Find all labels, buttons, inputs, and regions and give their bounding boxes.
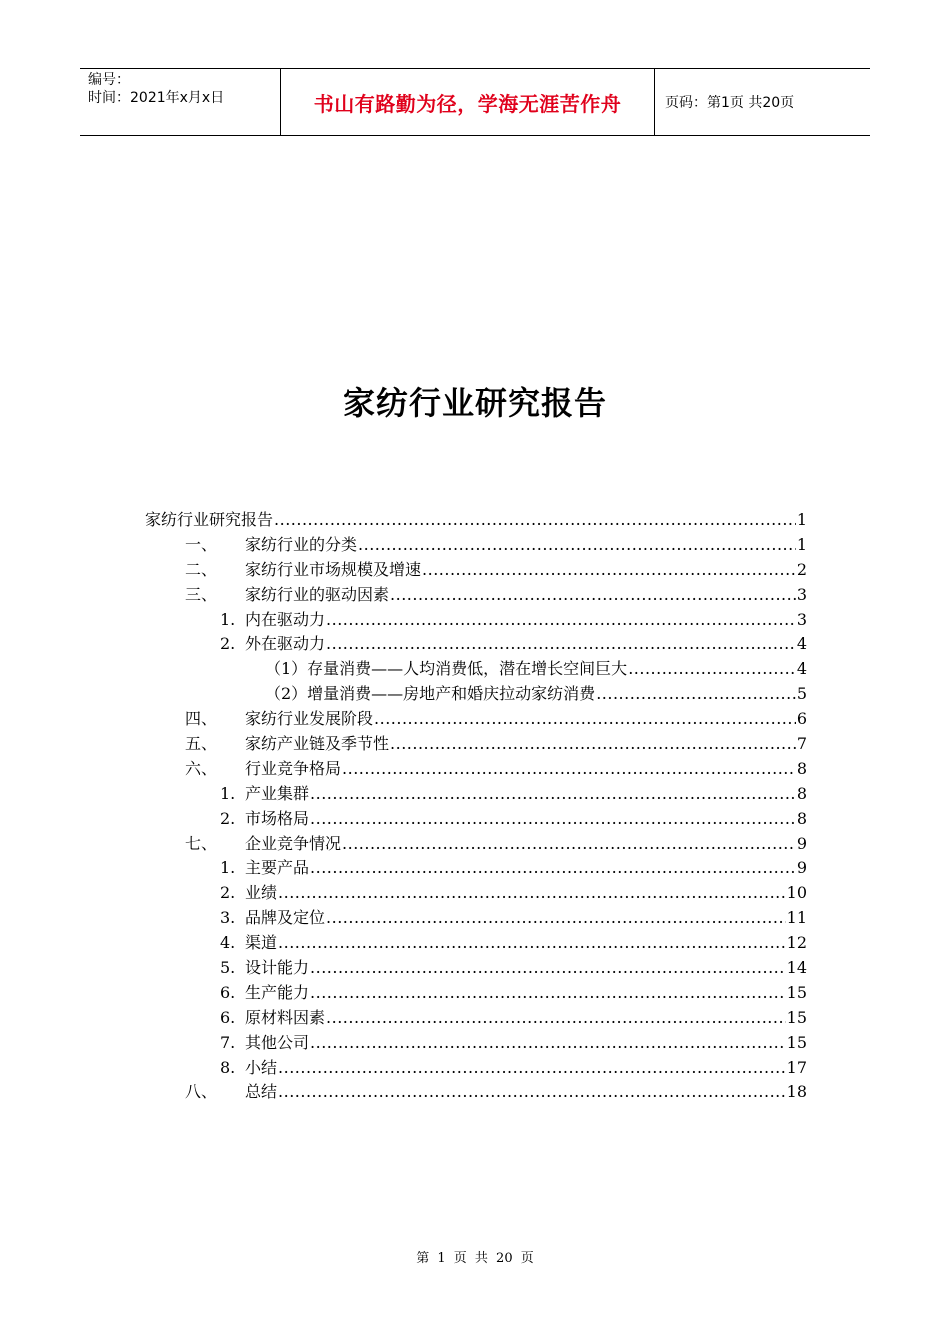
toc-entry-title: 家纺行业的分类 (245, 534, 358, 554)
document-time-label: 时间：2021年x月x日 (88, 90, 225, 106)
toc-entry-page: 2 (796, 559, 807, 579)
toc-dot-leader (390, 583, 796, 608)
toc-entry-number: 四、 (185, 709, 218, 729)
toc-entry[interactable] (145, 508, 807, 533)
toc-entry[interactable] (145, 1006, 807, 1031)
toc-entry-title: （1）存量消费——人均消费低，潜在增长空间巨大 (265, 659, 628, 679)
toc-entry-page: 1 (796, 510, 807, 529)
toc-entry[interactable] (145, 533, 807, 558)
toc-entry-page: 17 (786, 1057, 807, 1077)
toc-entry-title: （2）增量消费——房地产和婚庆拉动家纺消费 (265, 684, 596, 704)
toc-entry-page: 4 (796, 659, 807, 679)
toc-entry[interactable] (145, 757, 807, 782)
toc-dot-leader (310, 782, 796, 807)
toc-dot-leader (310, 807, 796, 832)
toc-entry-title: 设计能力 (245, 958, 310, 978)
toc-entry-title: 家纺行业的驱动因素 (245, 584, 390, 604)
toc-dot-leader (326, 906, 786, 931)
toc-entry-number: 8. (220, 1057, 236, 1077)
toc-entry-page: 14 (786, 958, 807, 978)
toc-entry-number: 2. (220, 808, 236, 828)
toc-entry[interactable] (145, 558, 807, 583)
toc-entry-page: 15 (786, 1032, 807, 1052)
toc-dot-leader (310, 1031, 786, 1056)
toc-entry-page: 7 (796, 734, 807, 754)
toc-dot-leader (310, 956, 786, 981)
toc-entry-page: 3 (796, 584, 807, 604)
toc-entry[interactable] (145, 856, 807, 881)
toc-entry-title: 渠道 (245, 933, 278, 953)
toc-entry-number: 三、 (185, 584, 218, 604)
toc-dot-leader (358, 533, 796, 558)
toc-dot-leader (422, 558, 796, 583)
toc-entry-title: 业绩 (245, 883, 278, 903)
toc-dot-leader (274, 508, 796, 533)
toc-entry[interactable] (145, 956, 807, 981)
toc-dot-leader (278, 1056, 786, 1081)
toc-entry[interactable] (145, 732, 807, 757)
toc-entry-page: 5 (796, 684, 807, 704)
toc-entry-title: 生产能力 (245, 982, 310, 1002)
toc-dot-leader (278, 881, 786, 906)
toc-entry[interactable] (145, 632, 807, 657)
toc-entry-title: 家纺行业发展阶段 (245, 709, 374, 729)
toc-entry-title: 原材料因素 (245, 1007, 326, 1027)
toc-entry-number: 五、 (185, 734, 218, 754)
toc-entry-number: 3. (220, 908, 236, 928)
toc-dot-leader (310, 981, 786, 1006)
toc-dot-leader (342, 757, 796, 782)
toc-dot-leader (310, 856, 796, 881)
toc-entry[interactable] (145, 657, 807, 682)
toc-entry-title: 行业竞争格局 (245, 758, 342, 778)
toc-entry-title: 其他公司 (245, 1032, 310, 1052)
toc-entry-page: 11 (786, 908, 807, 928)
toc-dot-leader (326, 608, 796, 633)
toc-entry-number: 2. (220, 634, 236, 654)
toc-entry[interactable] (145, 707, 807, 732)
toc-dot-leader (596, 682, 796, 707)
toc-entry-title: 家纺行业市场规模及增速 (245, 559, 422, 579)
toc-entry-number: 八、 (185, 1082, 218, 1102)
toc-entry[interactable] (145, 981, 807, 1006)
toc-entry-page: 1 (796, 534, 807, 554)
toc-entry-number: 一、 (185, 534, 218, 554)
toc-entry[interactable] (145, 906, 807, 931)
toc-entry-page: 6 (796, 709, 807, 729)
toc-entry-page: 4 (796, 634, 807, 654)
header-motto: 书山有路勤为径，学海无涯苦作舟 (281, 69, 655, 135)
toc-entry-number: 6. (220, 982, 236, 1002)
toc-entry-title: 产业集群 (245, 783, 310, 803)
header-meta (80, 69, 281, 135)
toc-entry-number: 1. (220, 783, 236, 803)
toc-entry[interactable] (145, 782, 807, 807)
toc-entry-page: 8 (796, 783, 807, 803)
toc-dot-leader (390, 732, 796, 757)
toc-entry-title: 品牌及定位 (245, 908, 326, 928)
toc-entry[interactable] (145, 881, 807, 906)
toc-dot-leader (326, 1006, 786, 1031)
toc-entry-title: 小结 (245, 1057, 278, 1077)
toc-dot-leader (342, 832, 796, 857)
toc-entry-title: 家纺行业研究报告 (145, 510, 274, 529)
toc-entry-title: 家纺产业链及季节性 (245, 734, 390, 754)
toc-dot-leader (326, 632, 796, 657)
toc-entry-title: 主要产品 (245, 858, 310, 878)
toc-entry-page: 10 (786, 883, 807, 903)
toc-entry-number: 二、 (185, 559, 218, 579)
toc-entry-number: 1. (220, 609, 236, 629)
toc-entry-title: 市场格局 (245, 808, 310, 828)
toc-entry[interactable] (145, 931, 807, 956)
toc-entry[interactable] (145, 832, 807, 857)
toc-entry-title: 外在驱动力 (245, 634, 326, 654)
toc-entry-number: 六、 (185, 758, 218, 778)
toc-entry-page: 12 (786, 933, 807, 953)
toc-entry-page: 15 (786, 1007, 807, 1027)
toc-dot-leader (278, 931, 786, 956)
toc-entry-title: 总结 (245, 1082, 278, 1102)
document-number-label: 编号： (88, 72, 130, 88)
toc-dot-leader (628, 657, 796, 682)
toc-dot-leader (278, 1080, 786, 1105)
toc-entry[interactable] (145, 807, 807, 832)
toc-entry-title: 企业竞争情况 (245, 833, 342, 853)
toc-entry[interactable] (145, 682, 807, 707)
toc-entry-page: 9 (796, 858, 807, 878)
toc-entry-page: 15 (786, 982, 807, 1002)
toc-entry-number: 七、 (185, 833, 218, 853)
toc-entry-number: 4. (220, 933, 236, 953)
toc-entry[interactable] (145, 1080, 807, 1105)
toc-entry[interactable] (145, 1056, 807, 1081)
toc-entry-number: 6. (220, 1007, 236, 1027)
toc-entry[interactable] (145, 583, 807, 608)
page-footer: 第 1 页 共 20 页 (416, 1251, 534, 1266)
toc-entry-number: 7. (220, 1032, 236, 1052)
page-header (80, 68, 870, 136)
table-of-contents (145, 508, 807, 1105)
toc-entry-number: 2. (220, 883, 236, 903)
toc-entry-page: 3 (796, 609, 807, 629)
toc-entry[interactable] (145, 608, 807, 633)
toc-entry-page: 8 (796, 808, 807, 828)
toc-entry-page: 18 (786, 1082, 807, 1102)
document-title: 家纺行业研究报告 (342, 384, 607, 422)
toc-entry-page: 9 (796, 833, 807, 853)
toc-entry-number: 5. (220, 958, 236, 978)
toc-dot-leader (374, 707, 796, 732)
toc-entry-title: 内在驱动力 (245, 609, 326, 629)
toc-entry[interactable] (145, 1031, 807, 1056)
toc-entry-number: 1. (220, 858, 236, 878)
header-page-info: 页码：第1页 共20页 (665, 95, 795, 111)
toc-entry-page: 8 (796, 758, 807, 778)
